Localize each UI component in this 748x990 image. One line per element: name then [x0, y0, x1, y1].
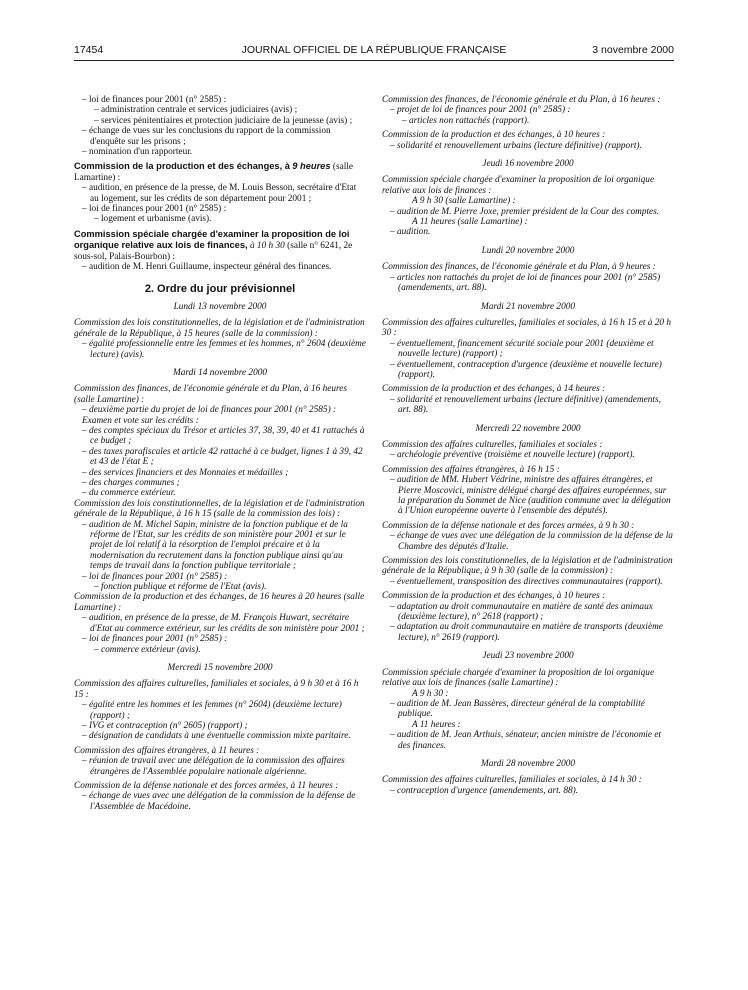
list-item: – projet de loi de finances pour 2001 (n° 2585) : [390, 105, 571, 116]
list-item: – nomination d'un rapporteur. [82, 147, 193, 158]
list-item: – contraception d'urgence (amendements, art. 88). [390, 785, 579, 796]
time-slot: A 9 h 30 (salle Lamartine) : [412, 196, 516, 207]
list-item: – des taxes parafiscales et article 42 rattaché à ce budget, lignes 1 à 39, 42 et 43 de l'état E ; [82, 446, 363, 468]
committee-heading: Commission des lois constitutionnelles, de la législation et de l'administration générale de la République, à 15 heures (salle de la commission) : [74, 318, 365, 339]
committee-heading: Commission spéciale chargée d'examiner la proposition de loi organique relative aux lois de finances (salle Lamartine) : [382, 667, 655, 689]
committee-heading: Commission des affaires culturelles, familiales et sociales, à 14 h 30 : [382, 775, 642, 786]
list-item: – audition de M. Pierre Joxe, premier président de la Cour des comptes. [390, 206, 660, 217]
list-item: – logement et urbanisme (avis). [94, 214, 212, 225]
list-item: – éventuellement, financement sécurité sociale pour 2001 (deuxième et nouvelle lecture) (rapport) ; [390, 338, 654, 360]
list-item: – loi de finances pour 2001 (n° 2585) : [82, 95, 227, 105]
committee-heading: Commission de la production et des échanges, à 10 heures : [382, 591, 606, 602]
list-item: – audition de M. Jean Arthuis, sénateur, ancien ministre de l'économie et des finances. [390, 730, 662, 751]
list-item: – adaptation au droit communautaire en matière de santé des animaux (deuxième lecture), n° 2618 (rapport) ; [390, 601, 653, 623]
list-item: – loi de finances pour 2001 (n° 2585) : [82, 634, 228, 645]
issue-date: 3 novembre 2000 [592, 44, 674, 56]
day-heading: Mardi 14 novembre 2000 [172, 367, 268, 378]
day-heading: Lundi 13 novembre 2000 [173, 301, 267, 312]
day-heading: Jeudi 16 novembre 2000 [482, 159, 574, 170]
page-number: 17454 [74, 44, 104, 56]
list-item: – réunion de travail avec une délégation de la commission des affaires étrangères de l'Assemblée populaire nationale algérienne. [82, 756, 345, 777]
list-item: – solidarité et renouvellement urbains (lecture définitive) (rapport). [390, 140, 642, 151]
committee-heading: Commission des affaires culturelles, familiales et sociales, à 9 h 30 et à 16 h 15 : [74, 679, 359, 700]
list-item: – audition de M. Jean Bassères, directeur général de la comptabilité publique. [390, 698, 645, 720]
list-item: – désignation de candidats à une éventuelle commission mixte paritaire. [82, 731, 351, 742]
committee-heading: Commission des affaires culturelles, familiales et sociales : [382, 439, 603, 450]
day-heading: Mercredi 22 novembre 2000 [475, 423, 581, 434]
committee-heading: Commission de la production et des échanges, à 10 heures : [382, 130, 606, 141]
committee-heading: Commission spéciale chargée d'examiner la proposition de loi organique relative aux lois de finances, à 10 h 30 (salle n° 6241, 2e sous-sol, Palais-Bourbon) : [74, 228, 353, 262]
left-column [74, 95, 366, 812]
list-item: – archéologie préventive (troisième et nouvelle lecture) (rapport). [390, 450, 635, 461]
list-item: – fonction publique et réforme de l'Etat (avis). [94, 582, 267, 593]
committee-heading: Commission de la production et des échanges, à 14 heures : [382, 384, 606, 395]
day-heading: Lundi 20 novembre 2000 [481, 245, 575, 256]
committee-heading: Commission de la défense nationale et des forces armées, à 9 h 30 : [382, 520, 635, 531]
list-item: – adaptation au droit communautaire en matière de transports (deuxième lecture), n° 2619 (rapport). [390, 622, 663, 643]
list-item: – éventuellement, transposition des directives communautaires (rapport). [390, 576, 663, 587]
committee-heading: Commission des affaires culturelles, familiales et sociales, à 16 h 15 et à 20 h 30 : [382, 317, 672, 339]
list-item: – des services financiers et des Monnaies et médailles ; [82, 467, 289, 478]
list-item: – audition de M. Henri Guillaume, inspecteur général des finances. [82, 262, 332, 273]
right-column [382, 95, 674, 796]
list-item: – égalité professionnelle entre les femmes et les hommes, n° 2604 (deuxième lecture) (avis). [82, 339, 366, 360]
list-item: – administration centrale et services judiciaires (avis) ; [94, 105, 298, 116]
committee-heading: Commission des lois constitutionnelles, de la législation et de l'administration générale de la République, à 16 h 15 (salle de la commission des lois) : [74, 498, 365, 520]
list-item: – audition, en présence de la presse, de M. François Huwart, secrétaire d'Etat au commerce extérieur, sur les crédits de son ministère pour 2001 ; [82, 613, 365, 634]
committee-heading: Commission de la production et des échanges, de 16 heures à 20 heures (salle Lamartine) : [74, 592, 365, 613]
list-item: – loi de finances pour 2001 (n° 2585) : [82, 204, 227, 215]
section-title: 2. Ordre du jour prévisionnel [144, 282, 296, 295]
committee-heading: Commission des lois constitutionnelles, de la législation et de l'administration générale de la République, à 9 h 30 (salle de la commission) : [382, 556, 673, 577]
list-item: – articles non rattachés (rapport). [402, 115, 530, 126]
time-slot: A 9 h 30 : [412, 688, 449, 699]
time-slot: A 11 heures (salle Lamartine) : [412, 217, 528, 228]
header-rule [74, 60, 674, 61]
list-item: – IVG et contraception (n° 2605) (rapport) ; [82, 720, 248, 731]
committee-heading: Commission des finances, de l'économie générale et du Plan, à 16 heures (salle Lamartine) : [74, 384, 348, 405]
committee-heading: Commission de la production et des échanges, à 9 heures (salle Lamartine) : [74, 161, 353, 183]
time-slot: A 11 heures : [412, 719, 461, 730]
committee-heading: Commission des finances, de l'économie générale et du Plan, à 16 heures : [382, 95, 661, 105]
list-item: – commerce extérieur (avis). [94, 644, 201, 655]
committee-heading: Commission des affaires étrangères, à 11 heures : [74, 745, 260, 756]
list-item: – articles non rattachés du projet de loi de finances pour 2001 (n° 2585) (amendements, art. 88). [390, 272, 661, 294]
list-item: – échange de vues sur les conclusions du rapport de la commission d'enquête sur les prisons ; [82, 126, 331, 147]
list-item: – audition de MM. Hubert Védrine, ministre des affaires étrangères, et Pierre Moscovici, ministre délégué chargé des affaires européennes, sur la préparation du Sommet de Nice (audition commune avec la délégation à l'Union européenne ouverte à l'ensemble des députés). [390, 475, 671, 517]
list-item: – des charges communes ; [82, 478, 180, 488]
list-item: – deuxième partie du projet de loi de finances pour 2001 (n° 2585) : [82, 405, 337, 416]
list-item: – échange de vues avec une délégation de la commission de la défense de la Chambre des députés d'Italie. [390, 531, 673, 552]
list-item: – égalité entre les hommes et les femmes (n° 2604) (deuxième lecture) (rapport) ; [82, 700, 342, 721]
day-heading: Jeudi 23 novembre 2000 [482, 651, 574, 662]
list-item: – échange de vues avec une délégation de la commission de la défense de l'Assemblée de Macédoine. [82, 791, 356, 812]
list-item: Examen et vote sur les crédits : [82, 415, 199, 426]
list-item: – audition. [390, 227, 431, 238]
committee-heading: Commission de la défense nationale et des forces armées, à 11 heures : [74, 780, 339, 791]
committee-heading: Commission des affaires étrangères, à 16 h 15 : [382, 464, 560, 475]
journal-title: JOURNAL OFFICIEL DE LA RÉPUBLIQUE FRANÇAISE [241, 44, 507, 56]
list-item: – du commerce extérieur. [82, 488, 176, 499]
committee-heading: Commission spéciale chargée d'examiner la proposition de loi organique relative aux lois de finances : [382, 175, 655, 196]
committee-heading: Commission des finances, de l'économie générale et du Plan, à 9 heures : [382, 262, 656, 273]
list-item: – audition, en présence de la presse, de M. Louis Besson, secrétaire d'Etat au logement, sur les crédits de son département pour 2001 ; [82, 183, 357, 204]
page-header [74, 44, 674, 58]
day-heading: Mercredi 15 novembre 2000 [167, 662, 273, 673]
day-heading: Mardi 21 novembre 2000 [480, 301, 576, 312]
list-item: – éventuellement, contraception d'urgence (deuxième et nouvelle lecture) (rapport). [390, 359, 662, 380]
list-item: – solidarité et renouvellement urbains (lecture définitive) (amendements, art. 88). [390, 394, 661, 416]
list-item: – services pénitentiaires et protection judiciaire de la jeunesse (avis) ; [94, 115, 353, 126]
day-heading: Mardi 28 novembre 2000 [480, 758, 576, 769]
list-item: – audition de M. Michel Sapin, ministre de la fonction publique et de la réforme de l'Etat, sur les crédits de son ministère pour 2001 et sur le projet de loi relatif à la résorption de l'emploi précaire et à la modernisation du recrutement dans la fonction publique ainsi qu'au temps de travail dans la fonction publique territoriale ; [82, 519, 348, 572]
list-item: – des comptes spéciaux du Trésor et articles 37, 38, 39, 40 et 41 rattachés à ce budget ; [82, 425, 365, 447]
list-item: – loi de finances pour 2001 (n° 2585) : [82, 571, 228, 582]
